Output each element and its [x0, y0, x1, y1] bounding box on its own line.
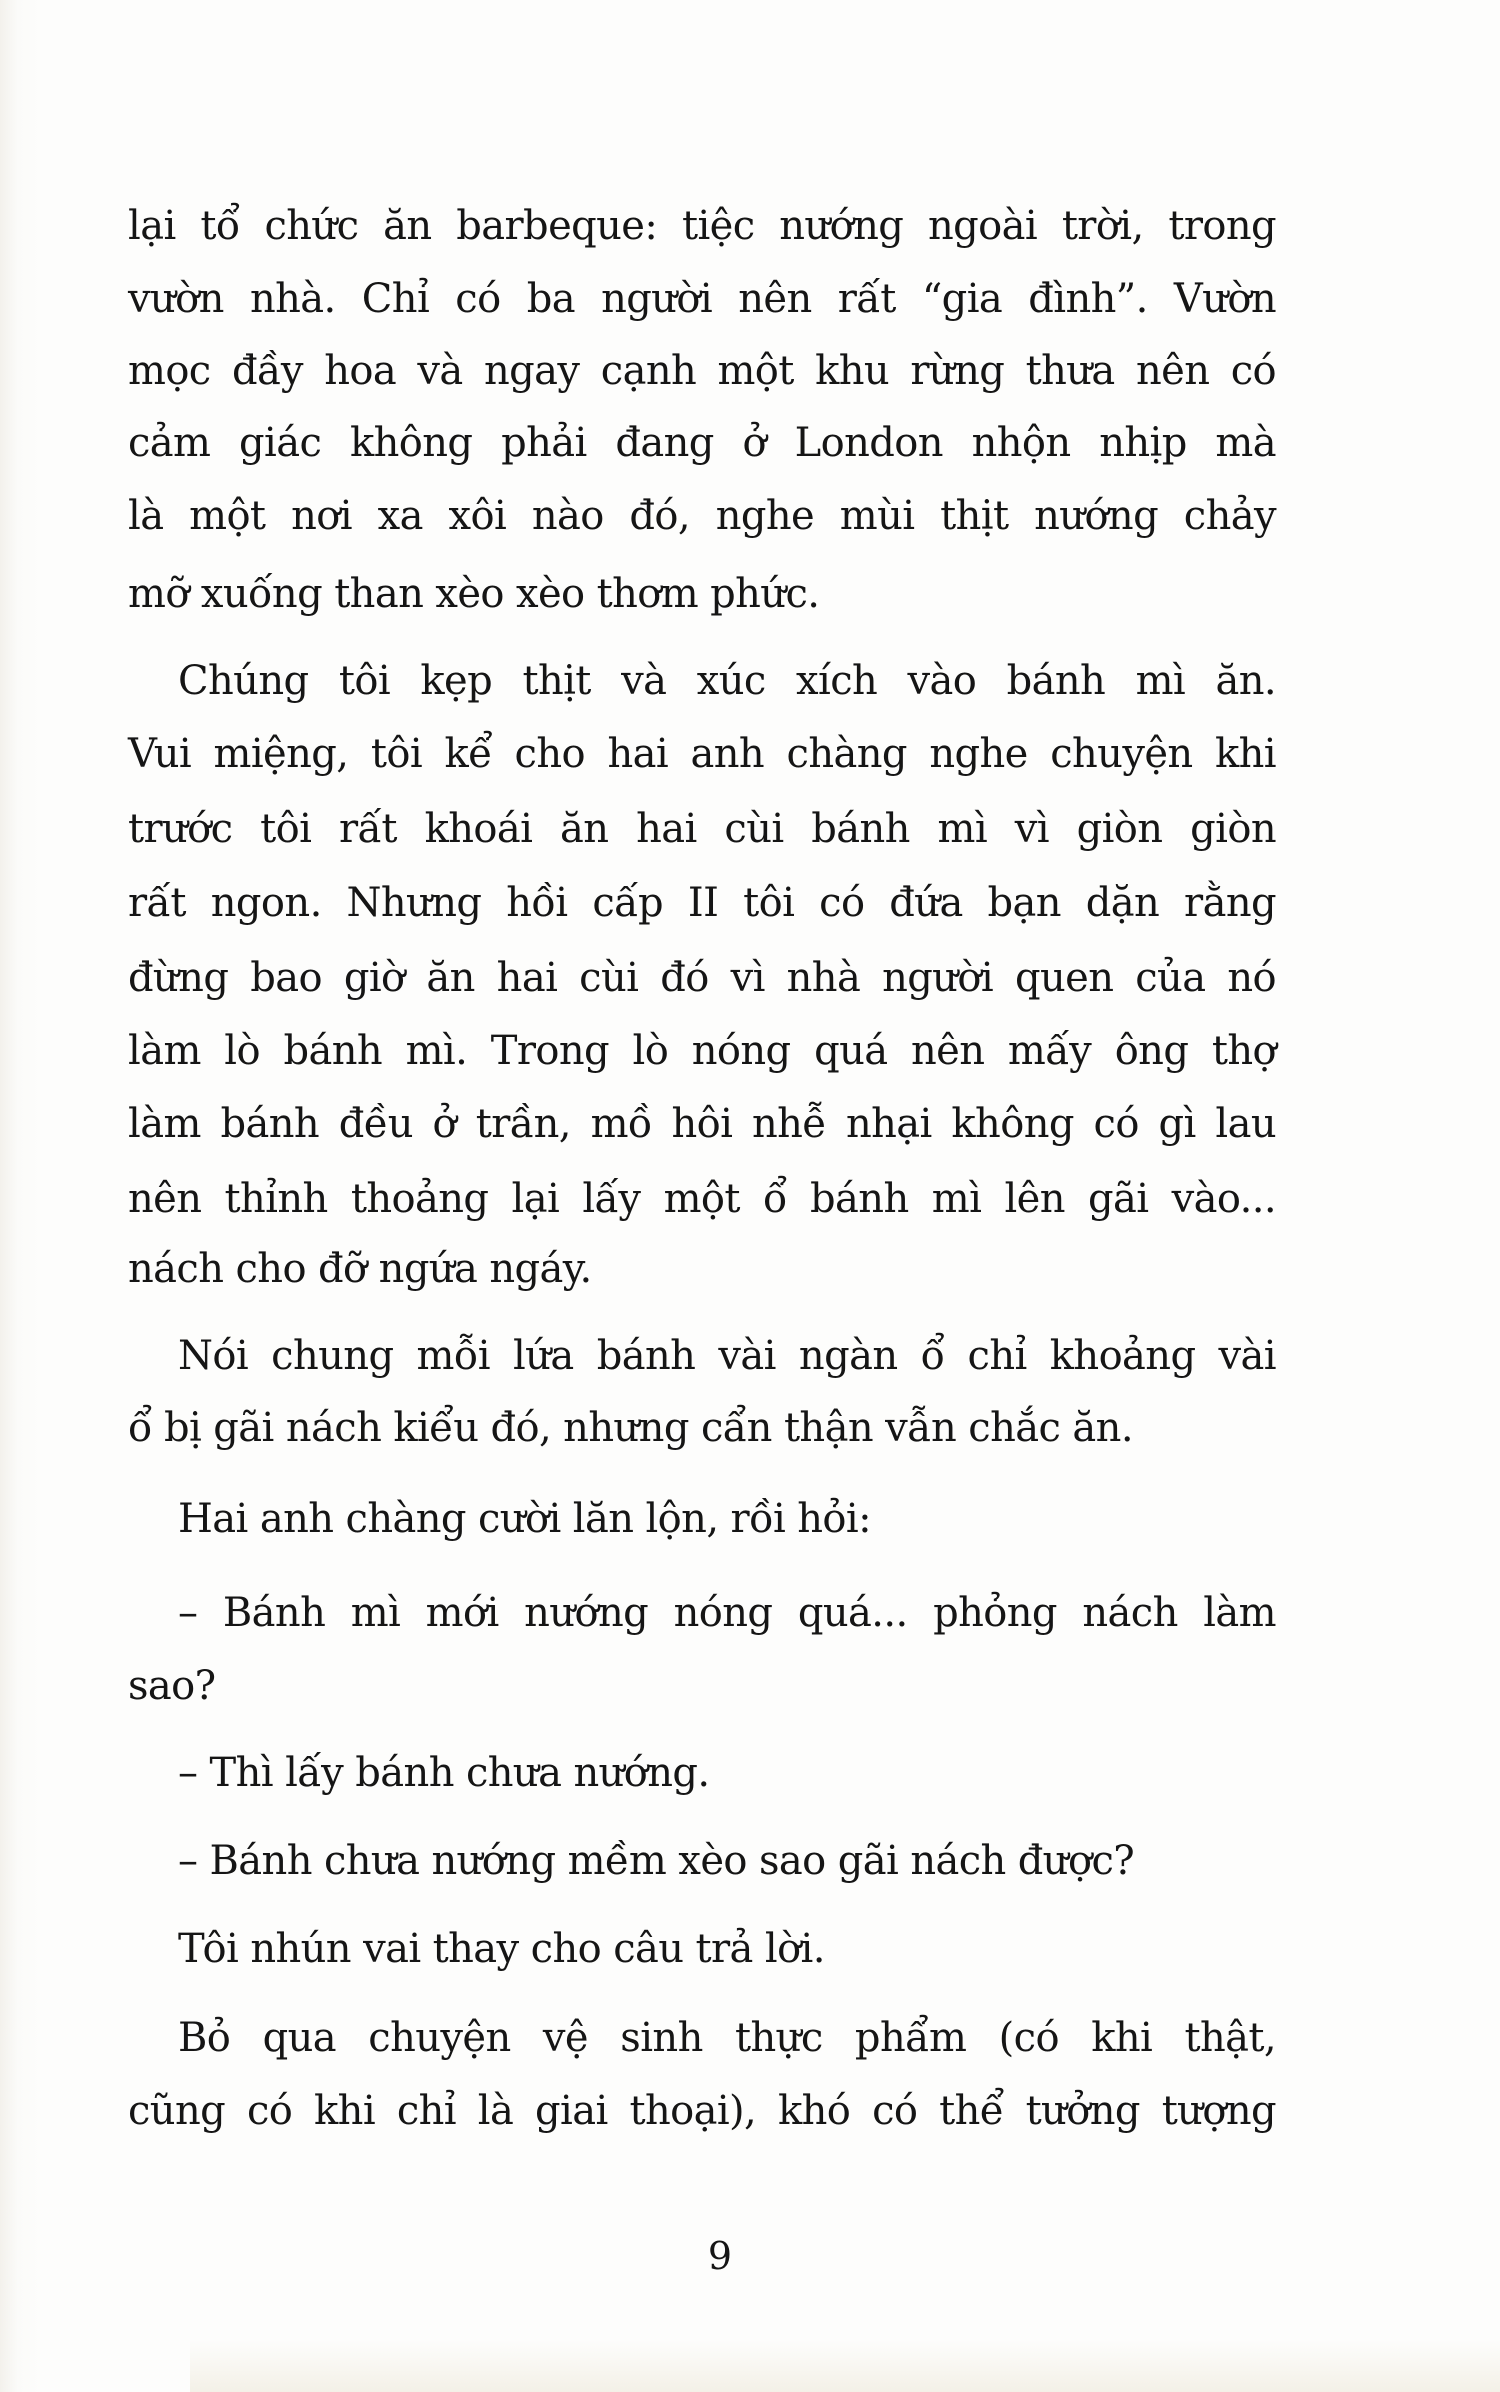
page-edge-shadow [190, 2340, 1500, 2392]
text-line: làm lò bánh mì. Trong lò nóng quá nên mấy ông thợ [128, 1028, 1276, 1074]
paragraph-first-line: Bỏ qua chuyện vệ sinh thực phẩm (có khi thật, [178, 2015, 1276, 2061]
text-line: nên thỉnh thoảng lại lấy một ổ bánh mì lên gãi vào... [128, 1176, 1276, 1222]
text-line: làm bánh đều ở trần, mồ hôi nhễ nhại không có gì lau [128, 1101, 1276, 1147]
text-line: cảm giác không phải đang ở London nhộn nhịp mà [128, 420, 1276, 466]
text-line: sao? [128, 1663, 216, 1709]
dialogue-line: – Bánh mì mới nướng nóng quá... phỏng nách làm [178, 1590, 1276, 1636]
text-line: ổ bị gãi nách kiểu đó, nhưng cẩn thận vẫn chắc ăn. [128, 1405, 1133, 1451]
dialogue-line: – Bánh chưa nướng mềm xèo sao gãi nách được? [178, 1838, 1135, 1884]
text-line: cũng có khi chỉ là giai thoại), khó có thể tưởng tượng [128, 2088, 1276, 2134]
text-line: đừng bao giờ ăn hai cùi đó vì nhà người quen của nó [128, 955, 1276, 1001]
text-line: vườn nhà. Chỉ có ba người nên rất “gia đình”. Vườn [128, 276, 1276, 322]
text-line: rất ngon. Nhưng hồi cấp II tôi có đứa bạn dặn rằng [128, 880, 1276, 926]
text-line: nách cho đỡ ngứa ngáy. [128, 1246, 592, 1292]
text-line: mỡ xuống than xèo xèo thơm phức. [128, 571, 820, 617]
paragraph-first-line: Nói chung mỗi lứa bánh vài ngàn ổ chỉ khoảng vài [178, 1333, 1276, 1379]
page-number: 9 [707, 2234, 733, 2278]
text-line: Vui miệng, tôi kể cho hai anh chàng nghe chuyện khi [128, 731, 1276, 777]
text-line: là một nơi xa xôi nào đó, nghe mùi thịt nướng chảy [128, 493, 1276, 539]
dialogue-line: – Thì lấy bánh chưa nướng. [178, 1750, 710, 1796]
paragraph-first-line: Tôi nhún vai thay cho câu trả lời. [178, 1926, 825, 1972]
text-line: lại tổ chức ăn barbeque: tiệc nướng ngoài trời, trong [128, 203, 1276, 249]
text-line: mọc đầy hoa và ngay cạnh một khu rừng thưa nên có [128, 348, 1276, 394]
text-line: trước tôi rất khoái ăn hai cùi bánh mì vì giòn giòn [128, 806, 1276, 852]
paragraph-first-line: Hai anh chàng cười lăn lộn, rồi hỏi: [178, 1496, 871, 1542]
paragraph-first-line: Chúng tôi kẹp thịt và xúc xích vào bánh mì ăn. [178, 658, 1276, 704]
